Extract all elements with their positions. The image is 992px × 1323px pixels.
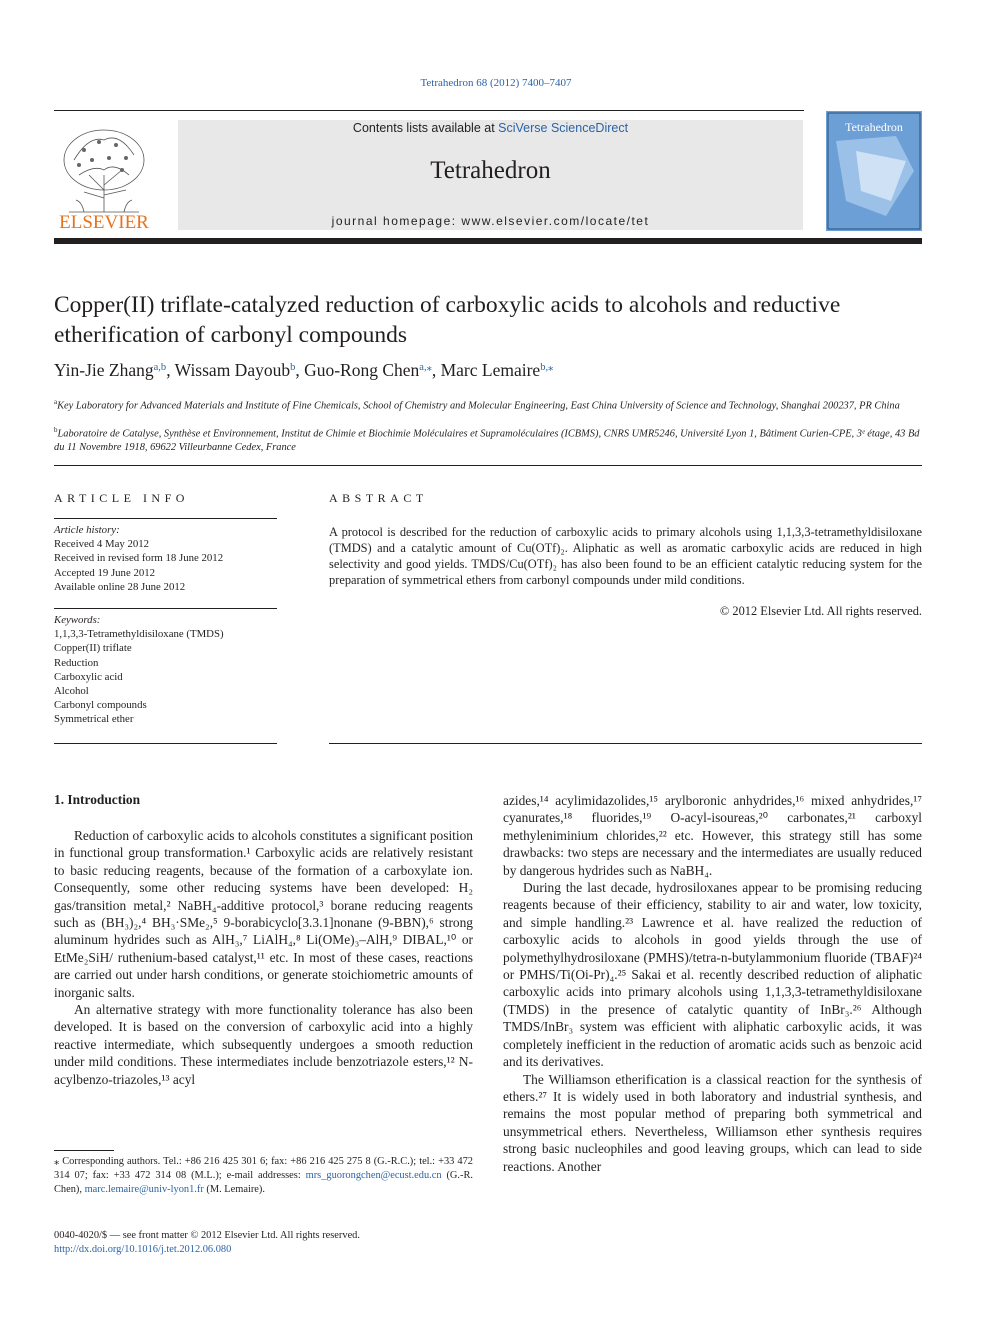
article-history xyxy=(54,523,277,594)
header-rule xyxy=(54,110,804,111)
affiliation-text: Laboratoire de Catalyse, Synthèse et Environnement, Institut de Chimie et Biochimie Moléculaires et Supramoléculaires (ICBMS), CNRS UMR5246, Université Lyon 1, Bâtiment Curien-CPE, 3ᵉ étage, 43 Bd du 11 Novembre 1918, 69622 Villeurbanne Cedex, France xyxy=(54,428,920,454)
history-item: Accepted 19 June 2012 xyxy=(54,566,156,579)
introduction-heading: 1. Introduction xyxy=(54,792,141,807)
keyword: Carbonyl compounds xyxy=(54,699,147,712)
keyword: 1,1,3,3-Tetramethyldisiloxane (TMDS) xyxy=(54,628,224,641)
author-affiliation-mark: b xyxy=(290,362,296,373)
journal-cover-image xyxy=(826,111,922,231)
body-paragraph: During the last decade, hydrosiloxanes appear to be promising reducing reagents because of their efficiency, stability to air and water, low toxicity, and simple handling.²³ Lawrence et al. have realized the reduction of carboxylic acids to alcohols in good yields through the use of polymethylhydrosiloxane (PMHS)/tetra-n-butylammonium fluoride (TBAF)²⁴ or PMHS/Ti(Oi-Pr)₄.²⁵ Sakai et al. recently described reduction of aliphatic carboxylic acids into primary alcohols using 1,1,3,3-tetramethyldisiloxane (TMDS) in the presence of catalytic quantity of InBr₃.²⁶ Although TMDS/InBr₃ system was efficient with aliphatic carboxylic acids, it was completely inefficient in the reduction of aromatic acids such as benzoic acid and its derivatives. xyxy=(503,880,922,1070)
issn-line: 0040-4020/$ — see front matter © 2012 Elsevier Ltd. All rights reserved. xyxy=(54,1230,360,1241)
body-paragraph: An alternative strategy with more functionality tolerance has also been developed. It is based on the conversion of carboxylic acid into a highly reactive intermediate, which subsequently undergoes a smooth reduction under mild conditions. These intermediates include benzotriazole esters,¹² N-acylbenzo-triazoles,¹³ acyl xyxy=(54,1002,473,1087)
author-list xyxy=(54,360,922,381)
keyword: Copper(II) triflate xyxy=(54,642,132,655)
elsevier-wordmark: ELSEVIER xyxy=(59,212,149,232)
journal-cover[interactable] xyxy=(826,111,922,231)
affiliation-a xyxy=(54,395,922,413)
history-item: Received in revised form 18 June 2012 xyxy=(54,552,224,565)
author-affiliation-mark: a,b xyxy=(153,362,167,373)
affiliation-b xyxy=(54,423,922,455)
body-left-column xyxy=(54,827,473,1088)
cover-title: Tetrahedron xyxy=(845,120,903,134)
contents-line xyxy=(178,121,803,135)
footnote-text: (G.-R. Chen), xyxy=(54,1170,474,1196)
history-item: Received 4 May 2012 xyxy=(54,538,150,551)
article-title: Copper(II) triflate-catalyzed reduction of carboxylic acids to alcohols and reductive etherification of carbonyl compounds xyxy=(54,292,841,348)
elsevier-logo[interactable] xyxy=(54,120,154,232)
article-info-rule xyxy=(54,518,277,519)
abstract-heading: ABSTRACT xyxy=(329,491,428,505)
contents-prefix: Contents lists available at xyxy=(352,121,499,135)
body-right-column xyxy=(503,792,922,1175)
author-affiliation-mark: a,⁎ xyxy=(419,362,432,373)
sciencedirect-link[interactable]: SciVerse ScienceDirect xyxy=(498,121,629,135)
keyword: Reduction xyxy=(54,656,99,669)
footnote-text: (M. Lemaire). xyxy=(203,1184,265,1196)
email-link-chen[interactable]: mrs_guorongchen@ecust.edu.cn xyxy=(305,1170,442,1182)
email-link-lemaire[interactable]: marc.lemaire@univ-lyon1.fr xyxy=(84,1184,204,1196)
corresponding-author-footnote xyxy=(54,1155,473,1198)
abstract-copyright: © 2012 Elsevier Ltd. All rights reserved. xyxy=(719,604,922,618)
doi-link[interactable]: http://dx.doi.org/10.1016/j.tet.2012.06.080 xyxy=(54,1244,232,1256)
keywords-block xyxy=(54,613,277,727)
abstract-text: A protocol is described for the reduction of carboxylic acids to primary alcohols using 1,1,3,3-tetramethyldisiloxane (TMDS) and a catalytic amount of Cu(OTf)₂. Aliphatic as well as aromatic carboxylic acids are reduced in high selectivity and good yields. TMDS/Cu(OTf)₂ has also been found to be an efficient catalytic reducing system for the preparation of symmetrical ethers from carbonyl compounds under mild conditions. xyxy=(329,525,922,587)
affiliation-text: Key Laboratory for Advanced Materials and Institute of Fine Chemicals, School of Chemistry and Molecular Engineering, East China University of Science and Technology, Shanghai 200237, PR China xyxy=(57,400,900,412)
author-separator: , xyxy=(295,360,305,380)
keyword: Alcohol xyxy=(54,685,89,698)
keywords-label: Keywords: xyxy=(54,614,101,626)
abstract-bottom-rule xyxy=(329,743,922,744)
affiliation-mark: a xyxy=(54,398,58,406)
author-affiliation-mark: b,⁎ xyxy=(540,362,554,373)
article-info-bottom-rule xyxy=(54,743,277,744)
footnote-text: ⁎ Corresponding authors. Tel.: +86 216 425 301 6; fax: +86 216 425 275 8 (G.-R.C.); tel.: +33 472 314 07; fax: +33 472 314 08 (M.L.); e-mail addresses: xyxy=(54,1156,473,1182)
journal-citation[interactable]: Tetrahedron 68 (2012) 7400–7407 xyxy=(420,77,572,89)
author-name[interactable]: Marc Lemaire xyxy=(440,360,541,380)
author-name[interactable]: Wissam Dayoub xyxy=(174,360,291,380)
body-paragraph: Reduction of carboxylic acids to alcohols constitutes a significant position in functional group transformation.¹ Carboxylic acids are relatively resistant to basic reducing reagents, because of the formation of a carboxylate ion. Consequently, some other reducing systems have been developed: H₂ gas/transition metal,² NaBH₄-additive protocol,³ borane reducing reagents such as (BH₃)₂,⁴ BH₃·SMe₂,⁵ 9-borabicyclo[3.3.1]nonane (9-BBN),⁶ strong aluminum hydrides such as AlH₃,⁷ LiAlH₄,⁸ Li(OMe)₃–AlH,⁹ DIBAL,¹⁰ or EtMe₂SiH/ ruthenium-based catalyst,¹¹ etc. In most of these cases, reactions are carried out under harsh conditions, or generate stoichiometric amounts of inorganic salts. xyxy=(54,828,473,1000)
journal-homepage[interactable]: journal homepage: www.elsevier.com/locate/tet xyxy=(331,214,650,228)
journal-name: Tetrahedron xyxy=(430,157,551,184)
keywords-rule xyxy=(54,608,277,609)
article-info-heading: ARTICLE INFO xyxy=(54,491,189,505)
author-name[interactable]: Yin-Jie Zhang xyxy=(54,360,154,380)
author-separator: , xyxy=(166,360,175,380)
elsevier-tree-icon xyxy=(54,120,154,232)
affiliation-mark: b xyxy=(54,426,58,434)
footnote-rule xyxy=(54,1150,114,1151)
keyword: Carboxylic acid xyxy=(54,670,123,683)
author-name[interactable]: Guo-Rong Chen xyxy=(304,360,420,380)
front-matter xyxy=(54,1229,504,1257)
history-item: Available online 28 June 2012 xyxy=(54,580,186,593)
author-separator: , xyxy=(431,360,441,380)
keyword: Symmetrical ether xyxy=(54,713,134,726)
body-paragraph: azides,¹⁴ acylimidazolides,¹⁵ arylboronic anhydrides,¹⁶ mixed anhydrides,¹⁷ cyanurates,¹⁸ fluorides,¹⁹ O-acyl-isoureas,²⁰ carbonates,²¹ carboxyl methyleniminium chlorides,²² etc. However, this strategy still has some drawbacks: two steps are necessary and the intermediates are usually reduced by dangerous hydrides such as NaBH₄. xyxy=(503,793,922,878)
header-thick-rule xyxy=(54,238,922,244)
body-paragraph: The Williamson etherification is a classical reaction for the synthesis of ethers.²⁷ It is widely used in both laboratory and industrial synthesis, and remains the most popular method of preparing both symmetrical and unsymmetrical ethers. Nevertheless, Williamson ether synthesis requires strong basic nucleophiles and good leaving groups, which can lead to side reactions. Another xyxy=(503,1071,922,1174)
history-label: Article history: xyxy=(54,524,120,536)
section-rule xyxy=(54,465,922,466)
